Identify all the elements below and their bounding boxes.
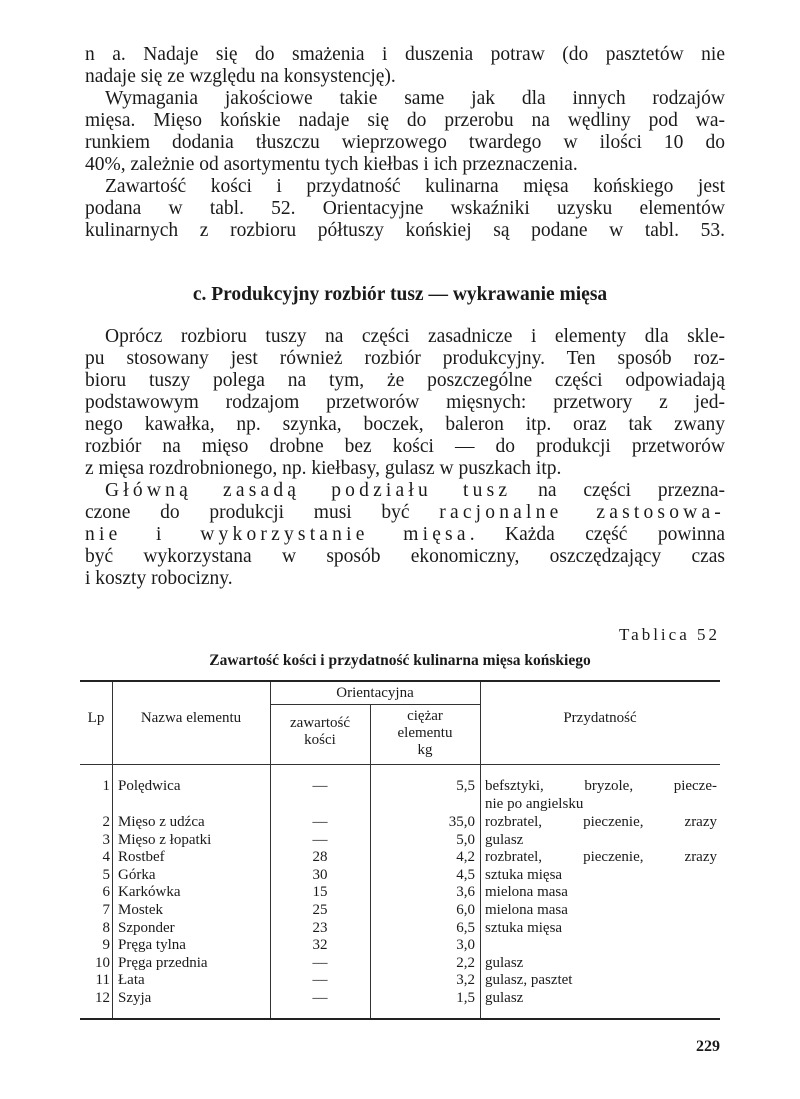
bone-content: 25 [312, 902, 328, 918]
element-use: nie po angielsku [485, 796, 584, 812]
table-row [80, 831, 720, 850]
emphasized-spaced-text: racjonalne zastosowa- [439, 502, 725, 523]
element-use: rozbratel, pieczenie, zrazy [485, 814, 717, 830]
element-use: sztuka mięsa [485, 866, 563, 883]
element-use: mielona masa [485, 902, 568, 918]
element-weight: 4,5 [456, 866, 475, 883]
text-run: . Każda część powinna [469, 524, 725, 545]
emphasized-spaced-text: nie i wykorzystanie mięsa [85, 524, 470, 545]
row-number: 6 [102, 884, 110, 901]
element-name: Mięso z łopatki [118, 831, 212, 848]
text-run: rozbiór na mięso drobne bez kości — do produkcji przetworów [85, 436, 725, 457]
text-line [85, 44, 725, 66]
text-run: podana w tabl. 52. Orientacyjne wskaźniki uzysku elementów [85, 198, 725, 219]
text-run: nego kawałka, np. szynka, boczek, baleron itp. oraz tak zwany [85, 414, 725, 435]
element-weight: 3,2 [456, 972, 475, 989]
header-weight-line: ciężar [407, 708, 443, 724]
text-line [85, 414, 725, 436]
element-use: gulasz [485, 990, 524, 1006]
text-run: kulinarnych z rozbioru półtuszy końskiej są podane w tabl. 53. [85, 220, 725, 241]
text-line [85, 524, 725, 546]
row-number: 9 [102, 937, 110, 954]
header-bone-line: kości [304, 732, 336, 748]
header-bone-line: zawartość [290, 715, 350, 731]
header-use: Przydatność [563, 710, 637, 726]
table-row [80, 989, 720, 1008]
table-row [80, 848, 720, 867]
text-line [85, 110, 725, 132]
bone-content: 30 [312, 866, 328, 883]
element-weight: 35,0 [448, 814, 475, 830]
table-number: Tablica 52 [618, 625, 720, 644]
element-weight: 5,5 [456, 778, 475, 794]
text-run: nadaje się ze względu na konsystencję). [85, 66, 396, 87]
element-use: gulasz, pasztet [485, 972, 573, 989]
element-use: befsztyki, bryzole, piecze- [485, 778, 717, 794]
paragraph-main [85, 326, 725, 590]
text-run: na części przezna- [511, 480, 726, 501]
text-line [85, 326, 725, 348]
element-name: Karkówka [118, 884, 181, 901]
section-heading: c. Produkcyjny rozbiór tusz — wykrawanie mięsa [192, 284, 608, 305]
text-line [85, 502, 725, 524]
text-line [85, 568, 725, 590]
table-title: Zawartość kości i przydatność kulinarna mięsa końskiego [209, 652, 591, 669]
row-number: 1 [102, 778, 110, 794]
table-row [80, 971, 720, 990]
row-number: 8 [102, 919, 110, 936]
table-row [80, 901, 720, 920]
header-bone [270, 715, 370, 749]
element-name: Szyja [118, 990, 152, 1006]
text-run: z mięsa rozdrobnionego, np. kiełbasy, gulasz w puszkach itp. [85, 458, 562, 479]
text-run: n a. Nadaje się do smażenia i duszenia potraw (do pasztetów nie [85, 44, 725, 65]
element-name: Polędwica [118, 778, 181, 794]
bone-content: — [312, 831, 328, 848]
element-name: Mięso z udźca [118, 814, 205, 830]
row-number: 11 [95, 972, 110, 989]
element-weight: 2,2 [456, 954, 475, 971]
text-line [85, 348, 725, 370]
text-line [85, 198, 725, 220]
bone-content: — [312, 972, 328, 989]
header-group: Orientacyjna [336, 685, 414, 701]
row-number: 3 [102, 831, 110, 848]
element-weight: 3,6 [456, 884, 475, 901]
table-row [80, 954, 720, 973]
row-number: 5 [102, 866, 110, 883]
header-group-rule [270, 704, 480, 705]
text-run: Zawartość kości i przydatność kulinarna mięsa końskiego jest [105, 176, 725, 197]
element-weight: 6,0 [456, 902, 475, 918]
text-run: i koszty robocizny. [85, 568, 233, 589]
text-line [85, 154, 725, 176]
header-weight-line: elementu [397, 725, 453, 741]
element-name: Szponder [118, 919, 175, 936]
header-weight [370, 708, 480, 759]
header-weight-line: kg [417, 742, 433, 758]
row-number: 4 [102, 849, 110, 866]
element-weight: 6,5 [456, 919, 475, 936]
element-name: Rostbef [118, 849, 165, 866]
header-name: Nazwa elementu [140, 710, 242, 726]
text-run: bioru tuszy polega na tym, że poszczególne części odpowiadają [85, 370, 725, 391]
element-name: Łata [118, 972, 145, 989]
text-line [85, 88, 725, 110]
row-number: 12 [95, 990, 110, 1006]
element-weight: 4,2 [456, 849, 475, 866]
element-use: mielona masa [485, 884, 568, 901]
table-row [80, 883, 720, 902]
text-line [85, 220, 725, 242]
text-run: Wymagania jakościowe takie same jak dla innych rodzajów [105, 88, 725, 109]
text-run: być wykorzystana w sposób ekonomiczny, oszczędzający czas [85, 546, 725, 567]
table-row [80, 866, 720, 885]
bone-content: 32 [312, 937, 328, 954]
element-name: Mostek [118, 902, 163, 918]
bone-content: 23 [312, 919, 328, 936]
paragraph-top [85, 44, 725, 242]
element-weight: 1,5 [456, 990, 475, 1006]
bone-content: — [312, 814, 328, 830]
text-line [85, 66, 725, 88]
text-line [85, 458, 725, 480]
text-line [85, 132, 725, 154]
element-name: Górka [118, 866, 156, 883]
element-weight: 5,0 [456, 831, 475, 848]
bone-content: — [312, 954, 328, 971]
text-run: 40%, zależnie od asortymentu tych kiełbas i ich przeznaczenia. [85, 154, 578, 175]
emphasized-spaced-text: Główną zasadą podziału tusz [105, 480, 512, 501]
element-use: sztuka mięsa [485, 919, 563, 936]
header-lp: Lp [87, 710, 105, 726]
bone-content: 15 [312, 884, 328, 901]
header-rule [80, 764, 720, 765]
page-number: 229 [696, 1038, 720, 1055]
row-number: 2 [102, 814, 110, 830]
table-row [80, 777, 720, 812]
text-line [85, 546, 725, 568]
text-line [85, 370, 725, 392]
text-run: runkiem dodania tłuszczu wieprzowego twardego w ilości 10 do [85, 132, 725, 153]
element-name: Pręga przednia [118, 954, 208, 971]
text-line [85, 480, 725, 502]
bone-content: 28 [312, 849, 328, 866]
row-number: 10 [95, 954, 110, 971]
bone-content: — [312, 778, 328, 794]
data-table [80, 680, 720, 1020]
text-run: pu stosowany jest również rozbiór produkcyjny. Ten sposób roz- [85, 348, 725, 369]
table-row [80, 936, 720, 955]
table-row [80, 813, 720, 832]
bone-content: — [312, 990, 328, 1006]
element-name: Pręga tylna [118, 937, 186, 954]
text-run: podstawowym rodzajom przetworów mięsnych: przetwory z jed- [85, 392, 725, 413]
element-use: rozbratel, pieczenie, zrazy [485, 849, 717, 866]
text-line [85, 176, 725, 198]
row-number: 7 [102, 902, 110, 918]
text-run: Oprócz rozbioru tuszy na części zasadnicze i elementy dla skle- [105, 326, 725, 347]
element-use: gulasz [485, 831, 524, 848]
table-row [80, 919, 720, 938]
text-run: czone do produkcji musi być [85, 502, 440, 523]
text-run: mięsa. Mięso końskie nadaje się do przerobu na wędliny pod wa- [85, 110, 725, 131]
element-weight: 3,0 [456, 937, 475, 954]
element-use: gulasz [485, 954, 524, 971]
text-line [85, 392, 725, 414]
text-line [85, 436, 725, 458]
